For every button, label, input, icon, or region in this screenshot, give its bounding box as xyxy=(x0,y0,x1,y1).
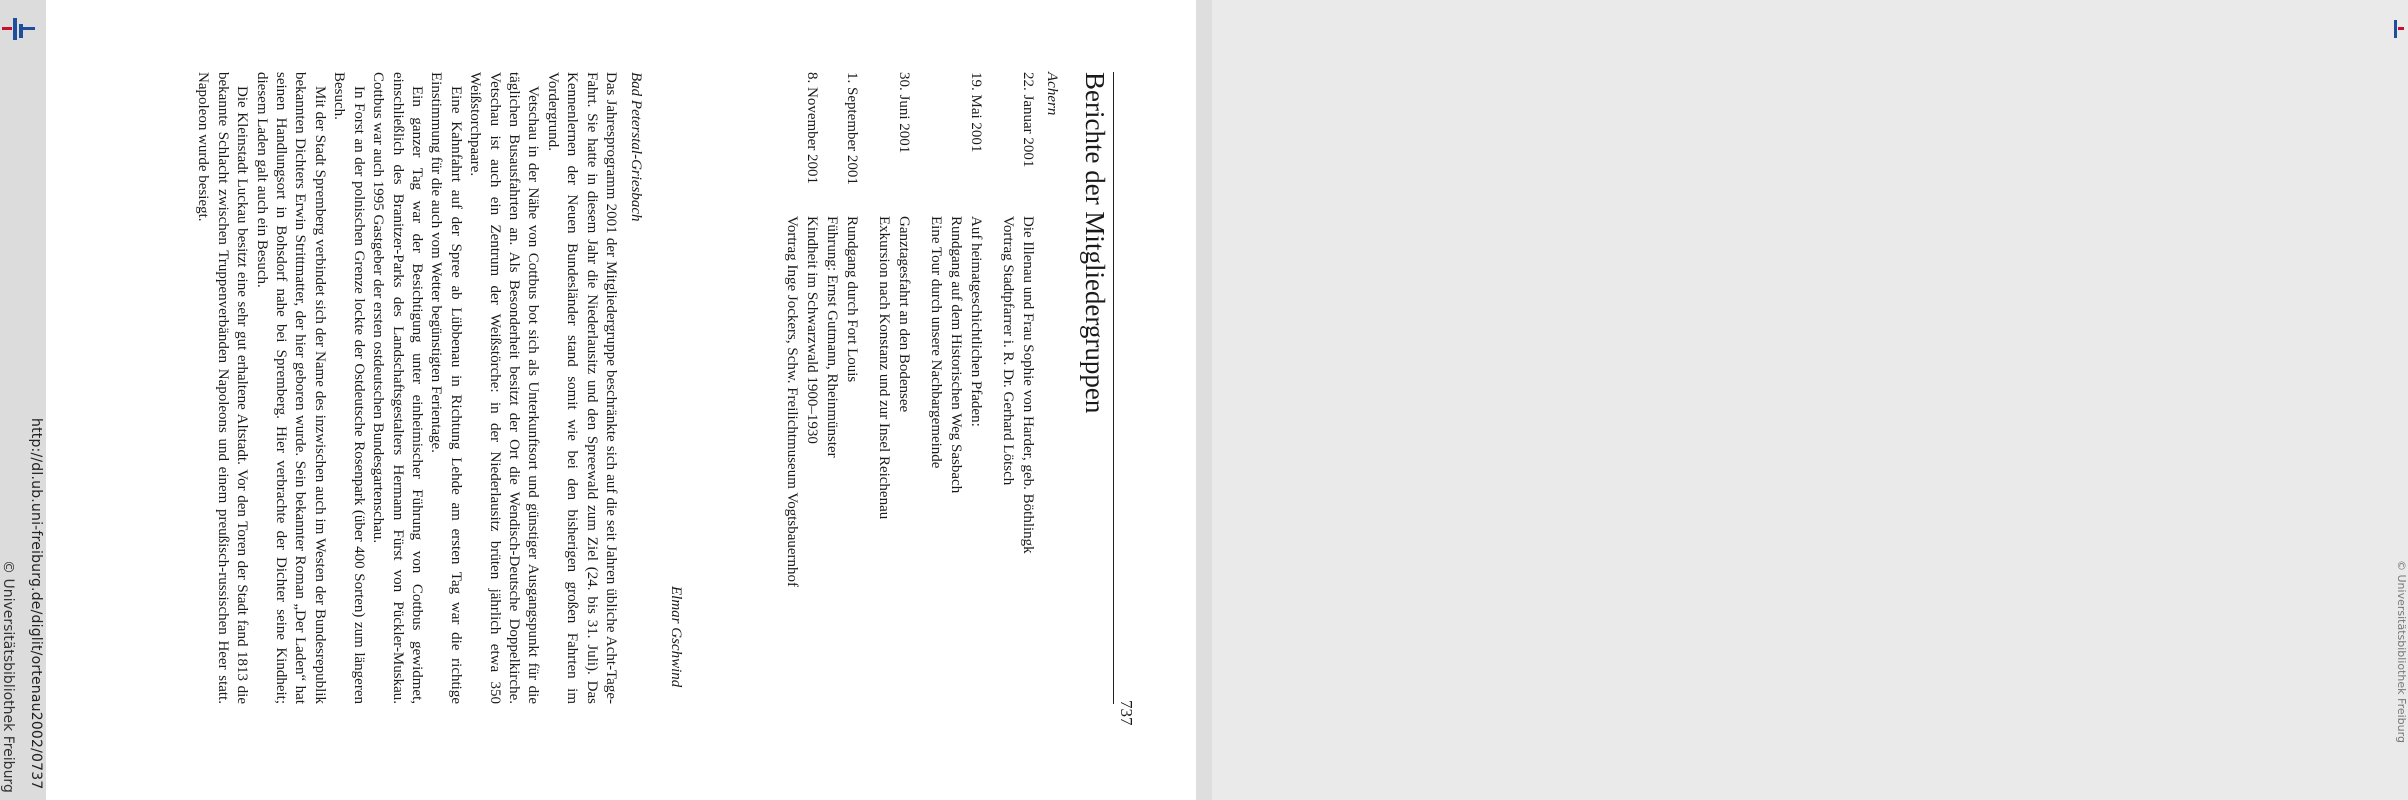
viewer-sidebar-right xyxy=(1196,0,2408,800)
event-line: Rundgang auf dem Historischen Weg Sasbach xyxy=(948,216,964,494)
event-date: 30. Juni 2001 xyxy=(896,72,912,154)
event-line: Vortrag Inge Jockers, Schw. Freilichtmuseum Vogtsbauernhof xyxy=(784,216,800,588)
section-heading-achern: Achern xyxy=(1044,72,1060,116)
paragraph: Ein ganzer Tag war der Besichtigung unter einheimischer Führung von Cottbus gewidmet, einschließlich des Branitzer-Parks des Landschaftsgestalters Hermann Fürst von Pückler-Muskau. Cottbus war auch 1995 Gastgeber der ersten ostdeutschen Bundesgartenschau. xyxy=(370,72,425,704)
event-line: Ganztagesfahrt an den Bodensee xyxy=(896,216,912,413)
paragraph: Mit der Stadt Spremberg verbindet sich der Name des inzwischen auch im Westen der Bundesrepublik bekannten Dichters Erwin Strittmatter, der hier geboren wurde. Sein bekannter Roman „Der Laden“ hat seinen Handlungsort in Bohsdorf nahe bei Spremberg. Hier verbrachte der Dichter seine Kindheit; diesem Laden galt auch ein Besuch. xyxy=(253,72,328,704)
page-content xyxy=(46,0,1196,800)
section-body xyxy=(193,72,620,704)
event-date: 22. Januar 2001 xyxy=(1020,72,1036,168)
event-line: Exkursion nach Konstanz und zur Insel Reichenau xyxy=(876,216,892,520)
event-line: Die Illenau und Frau Sophie von Harder, geb. Böthlingk xyxy=(1020,216,1036,554)
event-line: Auf heimatgeschichtlichen Pfaden: xyxy=(968,216,984,427)
copyright-notice-right: © Universitätsbibliothek Freiburg xyxy=(2395,560,2408,743)
page-number: 737 xyxy=(1117,700,1136,726)
event-date: 1. September 2001 xyxy=(844,72,860,185)
event-line: Kindheit im Schwarzwald 1900–1930 xyxy=(804,216,820,444)
event-line: Vortrag Stadtpfarrer i. R. Dr. Gerhard Lötsch xyxy=(1000,216,1016,486)
paragraph: Das Jahresprogramm 2001 der Mitgliedergruppe beschränkte sich auf die seit Jahren übliche Acht-Tage-Fahrt. Sie hatte in diesem Jahr die Niederlausitz und den Spreewald zum Ziel (24. bis 31. Juli). Das Kennenlernen der Neuen Bundesländer stand somit wie bei den bisherigen großen Fahrten im Vordergrund. xyxy=(544,72,619,704)
paragraph: Eine Kahnfahrt auf der Spree ab Lübbenau in Richtung Lehde am ersten Tag war die richtige Einstimmung für die auch vom Wetter begünstigten Ferientage. xyxy=(428,72,464,704)
page-title: Berichte der Mitgliedergruppen xyxy=(1080,72,1110,414)
event-date: 19. Mai 2001 xyxy=(968,72,984,153)
header-rule xyxy=(1113,72,1114,704)
library-logo-icon-right xyxy=(2394,18,2404,40)
section-heading-bad-peterstal: Bad Peterstal-Griesbach xyxy=(628,72,644,222)
library-logo-icon xyxy=(2,18,36,40)
viewer-sidebar-left xyxy=(0,0,46,800)
event-line: Rundgang durch Fort Louis xyxy=(844,216,860,383)
scanned-page xyxy=(46,0,1196,800)
section-author: Elmar Gschwind xyxy=(668,586,684,688)
copyright-notice: © Universitätsbibliothek Freiburg xyxy=(0,560,16,793)
event-line: Führung: Ernst Gutmann, Rheinmünster xyxy=(824,216,840,458)
paragraph: In Forst an der polnischen Grenze lockte der Ostdeutsche Rosenpark (über 400 Sorten) zum längeren Besuch. xyxy=(331,72,367,704)
paragraph: Die Kleinstadt Luckau besitzt eine sehr gut erhaltene Altstadt. Vor den Toren der Stadt fand 1813 die bekannte Schlacht zwischen Truppenverbänden Napoleons und einem preußisch-russischen Heer statt. Napoleon wurde besiegt. xyxy=(195,72,251,704)
event-line: Eine Tour durch unsere Nachbargemeinde xyxy=(928,216,944,469)
event-date: 8. November 2001 xyxy=(804,72,820,185)
paragraph: Vetschau in der Nähe von Cottbus bot sich als Unterkunftsort und günstiger Ausgangspunkt für die täglichen Busausfahrten an. Als Besonderheit besitzt der Ort die Wendisch-Deutsche Doppelkirche. Vetschau ist auch ein Zentrum der Weißstörche: in der Niederlausitz brüten jährlich etwa 350 Weißstorchpaare. xyxy=(467,72,542,704)
source-url[interactable]: http://dl.ub.uni-freiburg.de/diglit/ortenau2002/0737 xyxy=(28,418,44,790)
